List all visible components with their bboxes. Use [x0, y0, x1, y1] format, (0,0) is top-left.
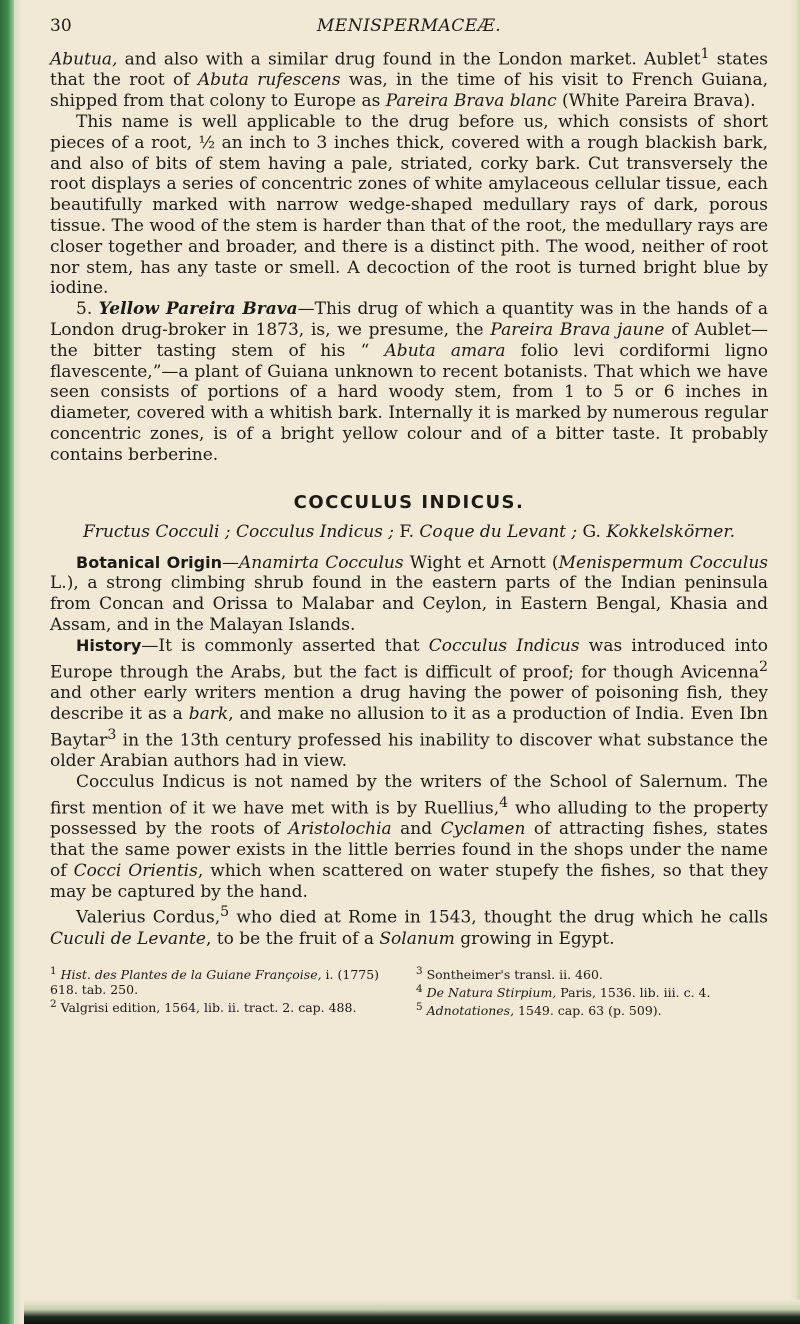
- book-binding: [0, 0, 14, 1324]
- paragraph-abutua: Abutua, and also with a similar drug found in the London market. Aublet$^1$ states that the root of Abuta rufescens was, in the time of his visit to French Guiana, shipped from that colony to Europe as Pareira Brava blanc (White Pareira Brava).: [50, 46, 768, 112]
- footnote-1: $^1$ Hist. des Plantes de la Guiane Françoise, i. (1775) 618. tab. 250.: [50, 964, 380, 997]
- footnote-2: $^2$ Valgrisi edition, 1564, lib. ii. tract. 2. cap. 488.: [50, 997, 357, 1015]
- footnotes: [50, 964, 768, 1018]
- section-title: COCCULUS INDICUS.: [293, 491, 525, 513]
- footnote-5: $^5$ Adnotationes, 1549. cap. 63 (p. 509).: [416, 1000, 662, 1019]
- footnote-ref-1: 1: [700, 46, 710, 62]
- book-page: [50, 14, 768, 1018]
- paragraph-cordus: Valerius Cordus,$^5$ who died at Rome in 1543, thought the drug which he calls Cuculi de Levante, to be the fruit of a Solanum growing in Egypt.: [50, 904, 768, 949]
- footnote-ref-2: 2: [758, 658, 768, 675]
- running-head: [50, 14, 768, 44]
- gutter-shadow: [14, 0, 22, 1324]
- synonyms-line: Fructus Cocculi ; Cocculus Indicus ; F. Coque du Levant ; G. Kokkelskörner.: [83, 521, 735, 542]
- botanical-origin-label: Botanical Origin: [76, 552, 222, 572]
- paragraph-description: This name is well applicable to the drug before us, which consists of short pieces of a root, ½ an inch to 3 inches thick, covered with a rough blackish bark, and also of bits of stem having a pale, striated, corky bark. Cut transversely the root displays a series of concentric zones of white amylaceous cellular tissue, each beautifully marked with narrow wedge-shaped medullary rays of dark, porous tissue. The wood of the stem is harder than that of the root, the medullary rays are closer together and broader, and there is a distinct pith. The wood, neither of root nor stem, has any taste or smell. A decoction of the root is turned bright blue by iodine.: [50, 112, 768, 299]
- page-edge: [790, 0, 800, 1324]
- footnote-ref-5: 5: [220, 904, 230, 921]
- yellow-pareira-heading: Yellow Pareira Brava: [98, 299, 298, 320]
- footnote-ref-3: 3: [107, 726, 117, 743]
- paragraph-salernum: Cocculus Indicus is not named by the writers of the School of Salernum. The first mention of it we have met with is by Ruellius,$^4$ who alluding to the property possessed by the roots of Aristolochia and Cyclamen of attracting fishes, states that the same power exists in the little berries found in the shops under the name of Cocci Orientis, which when scattered on water stupefy the fishes, so that they may be captured by the hand.: [50, 771, 768, 902]
- footnote-ref-4: 4: [499, 794, 509, 811]
- paragraph-history: History—It is commonly asserted that Cocculus Indicus was introduced into Europe through the Arabs, but the fact is difficult of proof; for though Avicenna$^2$ and other early writers mention a drug having the power of poisoning fish, they describe it as a bark, and make no allusion to it as a production of India. Even Ibn Baytar$^3$ in the 13th century professed his inability to discover what substance the older Arabian authors had in view.: [50, 635, 768, 772]
- footnotes-right-column: [402, 964, 768, 1018]
- footnotes-left-column: [50, 964, 402, 1018]
- paragraph-botanical-origin: Botanical Origin—Anamirta Cocculus Wight et Arnott (Menispermum Cocculus L.), a strong climbing shrub found in the eastern parts of the Indian peninsula from Concan and Orissa to Malabar and Ceylon, in Eastern Bengal, Khasia and Assam, and in the Malayan Islands.: [50, 552, 768, 635]
- footnote-4: $^4$ De Natura Stirpium, Paris, 1536. lib. iii. c. 4.: [416, 982, 711, 1000]
- page-number: 30: [50, 16, 72, 36]
- paragraph-yellow-pareira: 5. Yellow Pareira Brava—This drug of which a quantity was in the hands of a London drug-broker in 1873, is, we presume, the Pareira Brava jaune of Aublet—the bitter tasting stem of his “ Abuta amara folio levi cordiformi ligno flavescente,”—a plant of Guiana unknown to recent botanists. That which we have seen consists of portions of a hard woody stem, from 1 to 5 or 6 inches in diameter, covered with a whitish bark. Internally it is marked by numerous regular concentric zones, is of a bright yellow colour and of a bitter taste. It probably contains berberine.: [50, 299, 769, 465]
- running-title: MENISPERMACEÆ.: [316, 16, 502, 36]
- history-label: History: [76, 635, 142, 655]
- abutua-word: Abutua,: [50, 49, 118, 70]
- page-bottom-edge: [24, 1300, 800, 1324]
- footnote-3: $^3$ Sontheimer's transl. ii. 460.: [416, 964, 603, 982]
